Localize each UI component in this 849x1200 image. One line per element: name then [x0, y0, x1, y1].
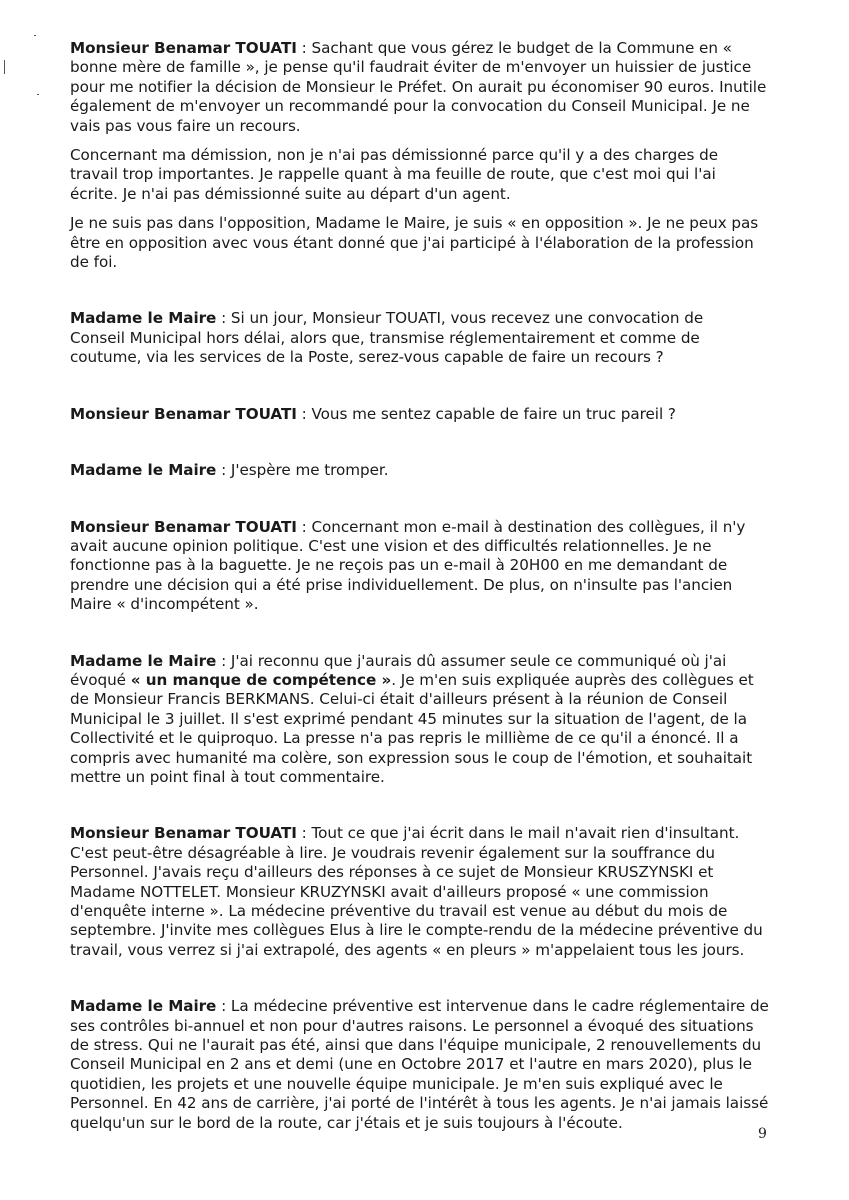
paragraph-touati-1	[70, 39, 770, 136]
paragraph-text: : J'espère me tromper.	[216, 461, 389, 480]
transcript-body	[70, 39, 770, 1133]
paragraph-text: : Si un jour, Monsieur TOUATI, vous recevez une convocation de Conseil Municipal hors délai, alors que, transmise réglementairement et comme de coutume, via les services de la Poste, serez-vous capable de faire un recours ?	[70, 309, 704, 367]
paragraph-text: Concernant ma démission, non je n'ai pas démissionné parce qu'il y a des charges de travail trop importantes. Je rappelle quant à ma feuille de route, que c'est moi qui l'ai écrite. Je n'ai pas démissionné suite au départ d'un agent.	[70, 146, 719, 203]
paragraph-maire-2	[70, 461, 770, 480]
paragraph-text: : Tout ce que j'ai écrit dans le mail n'avait rien d'insultant. C'est peut-être désagréable à lire. Je voudrais revenir également sur la souffrance du Personnel. J'avais reçu d'ailleurs des réponses à ce sujet de Monsieur KRUSZYNSKI et Madame NOTTELET. Monsieur KRUZYNSKI avait d'ailleurs proposé « une commission d'enquête interne ». La médecine préventive du travail est venue au début du mois de septembre. J'invite mes collègues Elus à lire le compte-rendu de la médecine préventive du travail, vous verrez si j'ai extrapolé, des agents « en pleurs » m'appelaient tous les jours.	[70, 824, 763, 959]
paragraph-maire-3	[70, 652, 770, 788]
paragraph-text: : Sachant que vous gérez le budget de la Commune en « bonne mère de famille », je pense qu'il faudrait éviter de m'envoyer un huissier de justice pour me notifier la décision de Monsieur le Préfet. On aurait pu économiser 90 euros. Inutile également de m'envoyer un recommandé pour la convocation du Conseil Municipal. Je ne vais pas vous faire un recours.	[70, 39, 767, 135]
page-number: 9	[758, 1126, 767, 1142]
paragraph-touati-3	[70, 214, 770, 272]
paragraph-maire-1	[70, 309, 760, 367]
speaker-name: Monsieur Benamar TOUATI	[70, 824, 297, 843]
paragraph-text: : J'ai reconnu que j'aurais dû assumer seule ce communiqué où j'ai évoqué	[70, 651, 727, 689]
speaker-name: Monsieur Benamar TOUATI	[70, 39, 297, 57]
binding-mark	[37, 94, 39, 95]
speaker-name: Monsieur Benamar TOUATI	[70, 404, 297, 423]
speaker-name: Madame le Maire	[70, 461, 217, 480]
emphasized-quote: « un manque de compétence »	[130, 670, 392, 689]
paragraph-touati-4	[70, 405, 770, 424]
paragraph-text: Je ne suis pas dans l'opposition, Madame le Maire, je suis « en opposition ». Je ne peux pas être en opposition avec vous étant donné que j'ai participé à l'élaboration de la profession de foi.	[70, 214, 759, 272]
paragraph-text: : La médecine préventive est intervenue dans le cadre réglementaire de ses contrôles bi-annuel et non pour d'autres raisons. Le personnel a évoqué des situations de stress. Qui ne l'aurait pas été, ainsi que dans l'équipe municipale, 2 renouvellements du Conseil Municipal en 2 ans et demi (une en Octobre 2017 et l'autre en mars 2020), plus le quotidien, les projets et une nouvelle équipe municipale. Je m'en suis expliqué avec le Personnel. En 42 ans de carrière, j'ai porté de l'intérêt à tous les agents. Je n'ai jamais laissé quelqu'un sur le bord de la route, car j'étais et je suis toujours à l'écoute.	[70, 997, 769, 1132]
paragraph-maire-4	[70, 997, 770, 1133]
binding-mark	[4, 60, 5, 74]
paragraph-touati-5	[70, 518, 770, 615]
speaker-name: Madame le Maire	[70, 309, 217, 328]
binding-mark	[34, 35, 36, 36]
speaker-name: Madame le Maire	[70, 651, 217, 670]
speaker-name: Monsieur Benamar TOUATI	[70, 517, 297, 536]
paragraph-text: . Je m'en suis expliquée auprès des collègues et de Monsieur Francis BERKMANS. Celui-ci était d'ailleurs présent à la réunion de Conseil Municipal le 3 juillet. Il s'est exprimé pendant 45 minutes sur la situation de l'agent, de la Collectivité et le quiproquo. La presse n'a pas repris le millième de ce qu'il a énoncé. Il a compris avec humanité ma colère, son expression sous le coup de l'émotion, et souhaitait mettre un point final à tout commentaire.	[70, 670, 754, 786]
paragraph-touati-6	[70, 824, 770, 960]
paragraph-text: : Concernant mon e-mail à destination des collègues, il n'y avait aucune opinion politique. C'est une vision et des difficultés relationnelles. Je ne fonctionne pas à la baguette. Je ne reçois pas un e-mail à 20H00 en me demandant de prendre une décision qui a été prise individuellement. De plus, on n'insulte pas l'ancien Maire « d'incompétent ».	[70, 517, 746, 614]
paragraph-touati-2	[70, 146, 760, 204]
paragraph-text: : Vous me sentez capable de faire un truc pareil ?	[296, 404, 676, 423]
speaker-name: Madame le Maire	[70, 997, 217, 1016]
